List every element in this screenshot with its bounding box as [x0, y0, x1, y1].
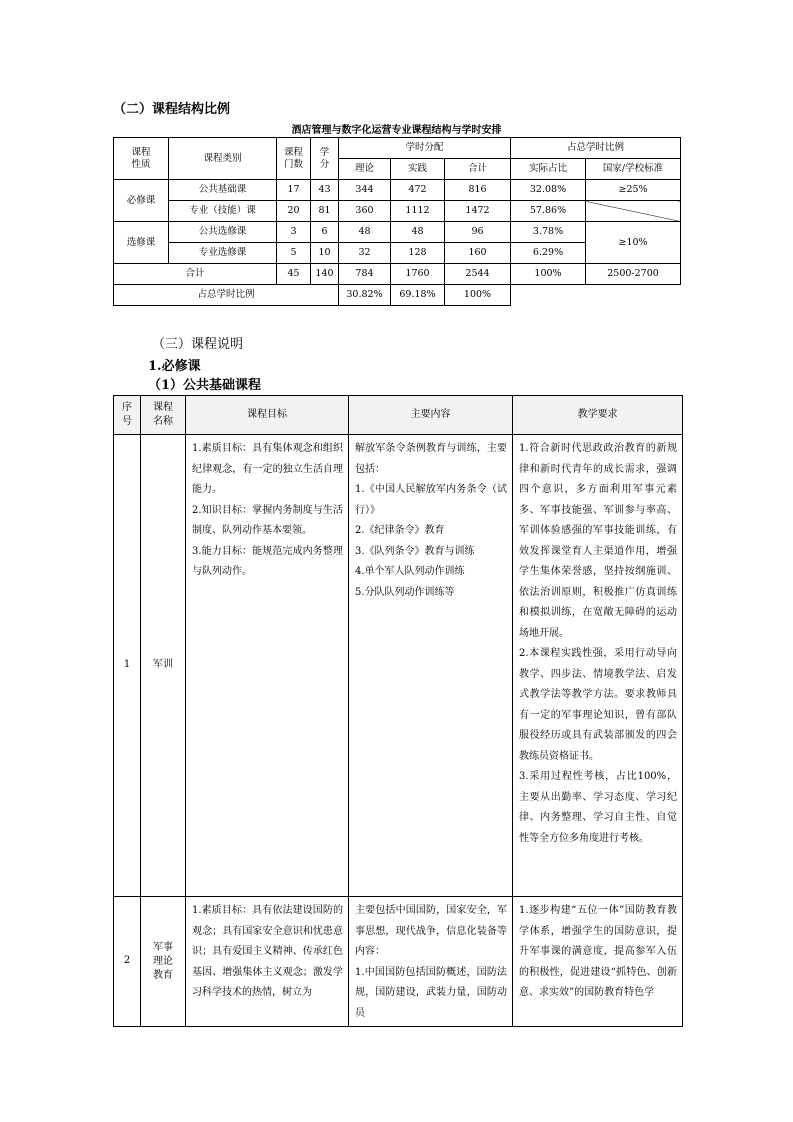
- theory-cell: 784: [339, 264, 391, 285]
- total-row-label: 合计: [114, 264, 277, 285]
- course-goal-text: 1.素质目标：具有依法建设国防的观念；具有国家安全意识和忧患意识；具有爱国主义精神、传承红色基因、增强集体主义观念；激发学习科学技术的热情，树立为: [192, 905, 343, 998]
- header-nature: 课程 性质: [114, 138, 169, 180]
- header-theory: 理论: [339, 159, 391, 180]
- header-total: 合计: [445, 159, 511, 180]
- standard-cell: ≥25%: [586, 180, 681, 201]
- section-heading-course-structure: （二）课程结构比例: [113, 102, 231, 117]
- row-number: 1: [114, 435, 141, 897]
- count-cell: 3: [277, 222, 311, 243]
- blank-cell: [511, 285, 681, 306]
- section-heading-course-description: （三）课程说明: [152, 337, 244, 352]
- theory-ratio-cell: 30.82%: [339, 285, 391, 306]
- count-cell: 17: [277, 180, 311, 201]
- practice-cell: 472: [391, 180, 445, 201]
- total-ratio-cell: 100%: [445, 285, 511, 306]
- header-no: 序 号: [114, 396, 141, 435]
- theory-cell: 48: [339, 222, 391, 243]
- header-standard: 国家/学校标准: [586, 159, 681, 180]
- main-content-text: 解放军条令条例教育与训练，主要包括： 1.《中国人民解放军内务条令（试行）》 2.《纪律条令》教育 3.《队列条令》教育与训练 4.单个军人队列动作训练 5.分队队列动作训练等: [355, 443, 507, 598]
- total-cell: 96: [445, 222, 511, 243]
- header-category: 课程类别: [169, 138, 277, 180]
- credits-cell: 10: [311, 243, 339, 264]
- standard-cell: ≥10%: [586, 222, 681, 264]
- category-cell: 公共基础课: [169, 180, 277, 201]
- credits-cell: 140: [311, 264, 339, 285]
- header-course-name: 课程 名称: [141, 396, 186, 435]
- practice-cell: 1760: [391, 264, 445, 285]
- header-hour-distribution: 学时分配: [339, 138, 511, 159]
- count-cell: 20: [277, 201, 311, 222]
- theory-cell: 360: [339, 201, 391, 222]
- course-name: 军事 理论 教育: [141, 897, 186, 1027]
- actual-ratio-cell: 6.29%: [511, 243, 586, 264]
- actual-ratio-cell: 32.08%: [511, 180, 586, 201]
- category-cell: 公共选修课: [169, 222, 277, 243]
- total-cell: 160: [445, 243, 511, 264]
- credits-cell: 43: [311, 180, 339, 201]
- credits-cell: 81: [311, 201, 339, 222]
- total-cell: 2544: [445, 264, 511, 285]
- header-teaching-requirements: 教学要求: [513, 396, 683, 435]
- standard-cell: 2500-2700: [586, 264, 681, 285]
- header-credits: 学 分: [311, 138, 339, 180]
- header-actual-ratio: 实际占比: [511, 159, 586, 180]
- credits-cell: 6: [311, 222, 339, 243]
- diagonal-empty-cell: [586, 201, 681, 222]
- count-cell: 5: [277, 243, 311, 264]
- course-description-table: [113, 395, 683, 1027]
- header-hour-ratio: 占总学时比例: [511, 138, 681, 159]
- course-structure-table: [113, 137, 681, 306]
- total-cell: 1472: [445, 201, 511, 222]
- theory-cell: 32: [339, 243, 391, 264]
- nature-required: 必修课: [114, 180, 169, 222]
- course-name: 军训: [141, 435, 186, 897]
- actual-ratio-cell: 57.86%: [511, 201, 586, 222]
- table-caption: 酒店管理与数字化运营专业课程结构与学时安排: [291, 125, 502, 136]
- teaching-requirements-text: 1.逐步构建“五位一体”国防教育教学体系，增强学生的国防意识，提升军事课的满意度，提高参军入伍的积极性，促进建设“抓特色、创新意、求实效”的国防教育特色学: [519, 905, 677, 998]
- practice-cell: 128: [391, 243, 445, 264]
- actual-ratio-cell: 100%: [511, 264, 586, 285]
- ratio-row-label: 占总学时比例: [114, 285, 339, 306]
- course-goal-text: 1.素质目标：具有集体观念和组织纪律观念，有一定的独立生活自理能力。 2.知识目标：掌握内务制度与生活制度、队列动作基本要领。 3.能力目标：能规范完成内务整理与队列动作。: [192, 443, 343, 577]
- practice-cell: 1112: [391, 201, 445, 222]
- subheading-required-courses: 1.必修课: [148, 359, 201, 374]
- actual-ratio-cell: 3.78%: [511, 222, 586, 243]
- total-cell: 816: [445, 180, 511, 201]
- practice-cell: 48: [391, 222, 445, 243]
- row-number: 2: [114, 897, 141, 1027]
- header-course-count: 课程 门数: [277, 138, 311, 180]
- header-main-content: 主要内容: [349, 396, 513, 435]
- subheading-public-basic-courses: （1）公共基础课程: [148, 378, 262, 393]
- teaching-requirements-text: 1.符合新时代思政政治教育的新规律和新时代青年的成长需求，强调四个意识，多方面利用军事元素多、军事技能强、军训参与率高、军训体验感强的军事技能训练，有效发挥课堂育人主渠道作用，增强学生集体荣誉感，坚持按纲施训、依法治训原则，积极推广仿真训练和模拟训练，在宽敞无障碍的运动场地开展。 2.本课程实践性强，采用行动导向教学、四步法、情境教学法、启发式教学法等教学方法。要求教师具有一定的军事理论知识，曾有部队服役经历或具有武装部颁发的四会教练员资格证书。 3.采用过程性考核，占比100%，主要从出勤率、学习态度、学习纪律、内务整理、学习自主性、自觉性等全方位多角度进行考核。: [519, 443, 677, 844]
- practice-ratio-cell: 69.18%: [391, 285, 445, 306]
- header-practice: 实践: [391, 159, 445, 180]
- category-cell: 专业（技能）课: [169, 201, 277, 222]
- theory-cell: 344: [339, 180, 391, 201]
- header-course-goal: 课程目标: [186, 396, 349, 435]
- count-cell: 45: [277, 264, 311, 285]
- category-cell: 专业选修课: [169, 243, 277, 264]
- nature-elective: 选修课: [114, 222, 169, 264]
- main-content-text: 主要包括中国国防，国家安全，军事思想，现代战争，信息化装备等内容： 1.中国国防包括国防概述，国防法规，国防建设，武装力量，国防动员: [355, 905, 507, 1019]
